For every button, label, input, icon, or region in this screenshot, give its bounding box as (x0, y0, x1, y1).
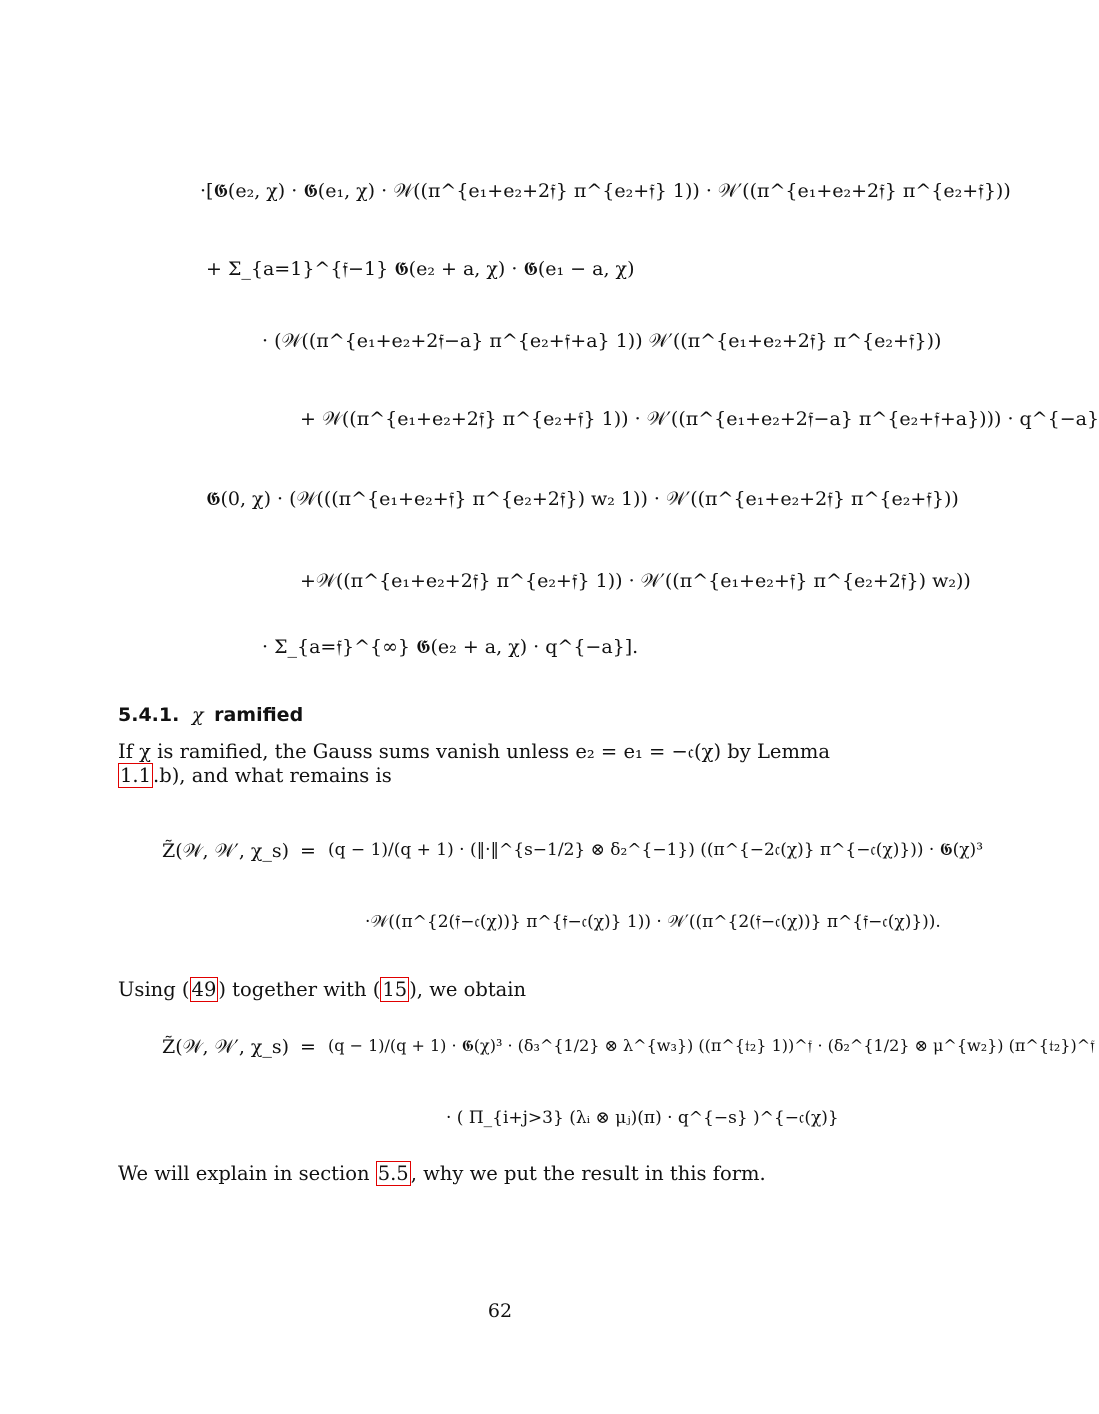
section-number: 5.4.1. (118, 704, 180, 726)
section-title-word: ramified (214, 704, 304, 726)
equation-link-49[interactable]: 49 (191, 978, 217, 1001)
page-number: 62 (487, 1300, 513, 1322)
lemma-link[interactable]: 1.1 (120, 764, 152, 787)
equation-line-2: + Σ_{a=1}^{𝔣−1} 𝕲(e₂ + a, χ) · 𝕲(e₁ − a, χ) (206, 258, 635, 280)
paragraph-explain: We will explain in section 5.5 , why we put the result in this form. (118, 1162, 766, 1185)
equation-line-4: + 𝒲((π^{e₁+e₂+2𝔣} π^{e₂+𝔣} 1)) · 𝒲′((π^{e₁+e₂+2𝔣−a} π^{e₂+𝔣+a}))) · q^{−a} (300, 408, 1099, 430)
equation3-equals: = (300, 1036, 316, 1058)
equation-line-6: +𝒲((π^{e₁+e₂+2𝔣} π^{e₂+𝔣} 1)) · 𝒲′((π^{e₁+e₂+𝔣} π^{e₂+2𝔣}) w₂)) (300, 570, 971, 592)
paragraph-using: Using ( 49 ) together with ( 15 ), we obtain (118, 978, 527, 1001)
section-heading (118, 704, 303, 726)
equation3-lhs: Z̃(𝒲, 𝒲′, χ_s) (162, 1036, 290, 1058)
equation-line-3: · (𝒲((π^{e₁+e₂+2𝔣−a} π^{e₂+𝔣+a} 1)) 𝒲′((π^{e₁+e₂+2𝔣} π^{e₂+𝔣})) (262, 330, 942, 352)
equation-line-1: ·[𝕲(e₂, χ) · 𝕲(e₁, χ) · 𝒲((π^{e₁+e₂+2𝔣} π^{e₂+𝔣} 1)) · 𝒲′((π^{e₁+e₂+2𝔣} π^{e₂+𝔣})) (200, 180, 1011, 202)
equation2-equals: = (300, 840, 316, 862)
equation-line-5: 𝕲(0, χ) · (𝒲(((π^{e₁+e₂+𝔣} π^{e₂+2𝔣}) w₂ 1)) · 𝒲′((π^{e₁+e₂+2𝔣} π^{e₂+𝔣})) (206, 488, 959, 510)
equation2-rhs-line1: (q − 1)/(q + 1) · (‖·‖^{s−1/2} ⊗ δ₂^{−1}) ((π^{−2𝔠(χ)} π^{−𝔠(χ)})) · 𝕲(χ)³ (328, 840, 984, 860)
equation2-lhs: Z̃(𝒲, 𝒲′, χ_s) (162, 840, 290, 862)
equation-link-15[interactable]: 15 (382, 978, 408, 1001)
equation3-rhs-line1: (q − 1)/(q + 1) · 𝕲(χ)³ · (δ₃^{1/2} ⊗ λ^{w₃}) ((π^{𝔱₂} 1))^𝔣 · (δ₂^{1/2} ⊗ μ^{w₂}) (π^{𝔱₂})^𝔣 (328, 1036, 1095, 1055)
section-link-5-5[interactable]: 5.5 (377, 1162, 409, 1185)
equation3-rhs-line2: · ( Π_{i+j>3} (λᵢ ⊗ μⱼ)(π) · q^{−s} )^{−𝔠(χ)} (446, 1108, 839, 1128)
equation2-rhs-line2: ·𝒲((π^{2(𝔣−𝔠(χ))} π^{𝔣−𝔠(χ)} 1)) · 𝒲′((π^{2(𝔣−𝔠(χ))} π^{𝔣−𝔠(χ)})). (365, 912, 941, 932)
section-title-symbol: χ (191, 704, 204, 726)
equation-line-7: · Σ_{a=𝔣}^{∞} 𝕲(e₂ + a, χ) · q^{−a}]. (262, 636, 639, 658)
paragraph-ramified: If χ is ramified, the Gauss sums vanish unless e₂ = e₁ = −𝔠(χ) by Lemma 1.1 .b), and what remains is (118, 740, 831, 787)
